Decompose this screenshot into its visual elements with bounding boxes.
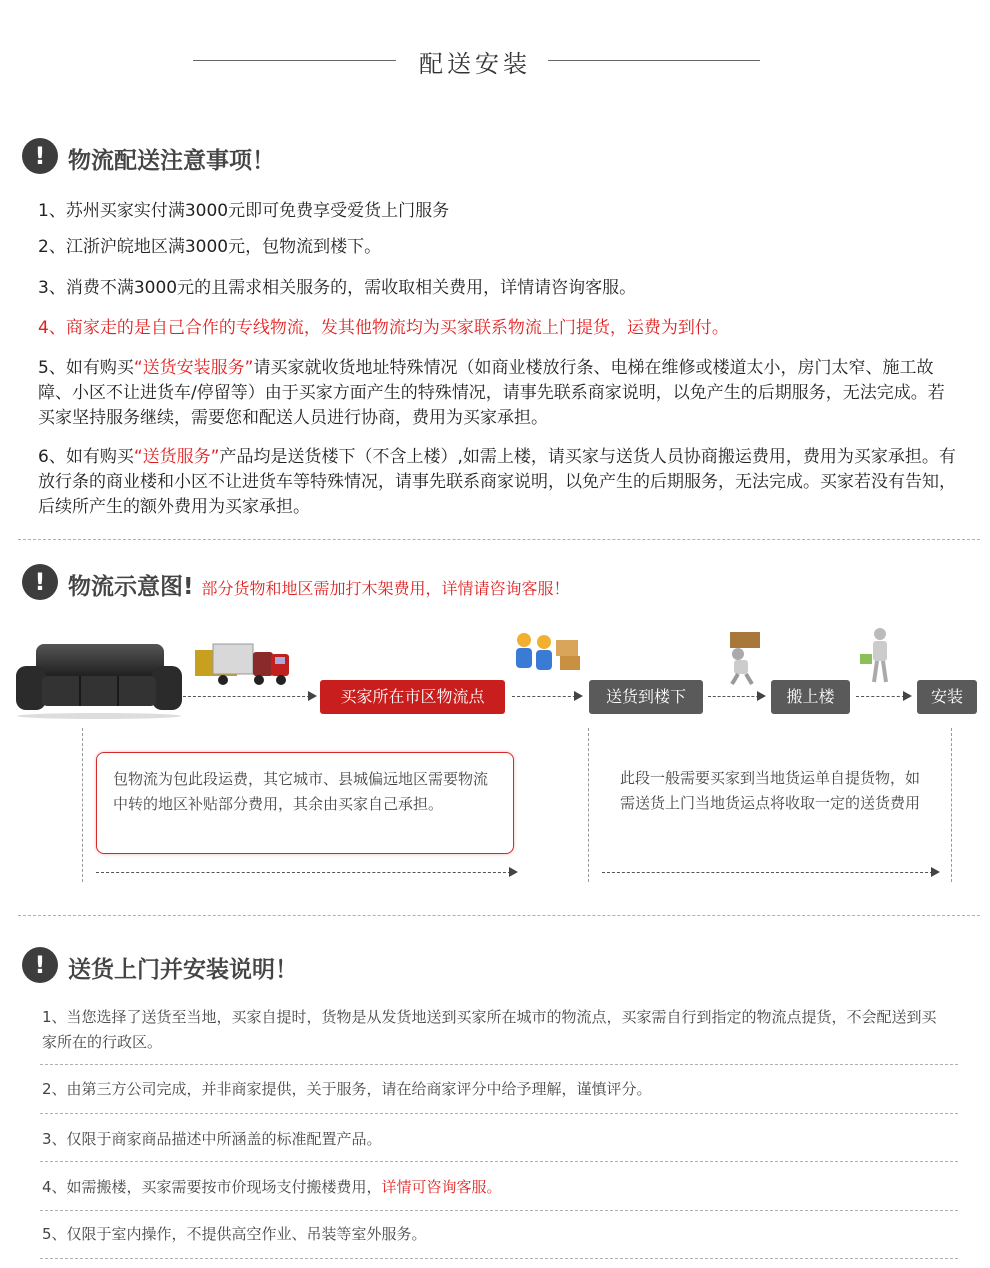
divider: [40, 1113, 958, 1114]
divider: [40, 1161, 958, 1162]
step-install: 安装: [917, 680, 977, 714]
guide-line: [588, 728, 589, 882]
flow-arrow: [183, 696, 315, 697]
header-line-left: [193, 60, 396, 61]
section2-title-text: 物流示意图!: [68, 574, 194, 600]
list-item: 2、由第三方公司完成，并非商家提供，关于服务，请在给商家评分中给予理解，谨慎评分。: [42, 1080, 652, 1098]
step-carry-upstairs: 搬上楼: [771, 680, 850, 714]
installer-icon: [860, 626, 900, 688]
item5-suffix: 请买家就收货地址特殊情况（如商业楼放行条、电梯在维修或楼道太小，房门太窄、施工故障、小区不让进货车/停留等）由于买家方面产生的特殊情况，请事先联系商家说明，以免产生的后期服务，无法完成。若买家坚持服务继续，需要您和配送人员进行协商，费用为买家承担。: [38, 358, 945, 428]
exclamation-icon: !: [22, 947, 58, 983]
item6-suffix: 产品均是送货楼下（不含上楼）,如需上楼，请买家与送货人员协商搬运费用，费用为买家承担。有放行条的商业楼和小区不让进货车等特殊情况，请事先联系商家说明，以免产生的后期服务，无法完成。买家若没有告知，后续所产生的额外费用为买家承担。: [38, 447, 956, 517]
guide-line: [82, 728, 83, 882]
list-item: 3、消费不满3000元的且需求相关服务的，需收取相关费用，详情请咨询客服。: [38, 278, 637, 298]
list-item-6: [38, 445, 958, 520]
list-item: 1、苏州买家实付满3000元即可免费享受爱货上门服务: [38, 201, 450, 221]
guide-line: [951, 728, 952, 882]
flow-arrow: [708, 696, 764, 697]
list-item-highlight: 4、商家走的是自己合作的专线物流，发其他物流均为买家联系物流上门提货，运费为到付。: [38, 318, 729, 338]
sofa-icon: [14, 640, 184, 720]
item6-highlight: “送货服务”: [133, 447, 220, 467]
section2-title: [68, 568, 570, 601]
page-title: 配送安装: [419, 50, 531, 78]
divider: [40, 1210, 958, 1211]
section2-note: 部分货物和地区需加打木架费用，详情请咨询客服！: [201, 579, 570, 598]
logistics-note-box: 包物流为包此段运费，其它城市、县城偏远地区需要物流中转的地区补贴部分费用，其余由买家自己承担。: [96, 752, 514, 854]
step-city-logistics: 买家所在市区物流点: [320, 680, 505, 714]
item5-prefix: 5、如有购买: [38, 358, 134, 378]
span-arrow: [602, 872, 938, 873]
carrier-icon: [716, 630, 774, 686]
section1-title: 物流配送注意事项！: [68, 148, 275, 174]
flow-arrow: [512, 696, 581, 697]
header-line-right: [548, 60, 760, 61]
flow-arrow: [856, 696, 910, 697]
exclamation-icon: !: [22, 138, 58, 174]
span-arrow: [96, 872, 516, 873]
divider: [18, 539, 980, 540]
list-item: 3、仅限于商家商品描述中所涵盖的标准配置产品。: [42, 1130, 382, 1148]
divider: [40, 1064, 958, 1065]
workers-icon: [510, 630, 582, 674]
item6-prefix: 6、如有购买: [38, 447, 134, 467]
item4-text: 4、如需搬楼，买家需要按市价现场支付搬楼费用，: [42, 1178, 382, 1196]
list-item: [42, 1175, 942, 1200]
list-item: 5、仅限于室内操作，不提供高空作业、吊装等室外服务。: [42, 1225, 427, 1243]
delivery-note: 此段一般需要买家到当地货运单自提货物，如需送货上门当地货运点将收取一定的送货费用: [620, 769, 921, 812]
list-item: 2、江浙沪皖地区满3000元，包物流到楼下。: [38, 237, 382, 257]
item4-highlight: 详情可咨询客服。: [381, 1178, 502, 1196]
step-deliver-downstairs: 送货到楼下: [589, 680, 703, 714]
exclamation-icon: !: [22, 564, 58, 600]
truck-icon: [193, 640, 293, 690]
list-item-5: [38, 356, 958, 431]
list-item: 1、当您选择了送货至当地，买家自提时，货物是从发货地送到买家所在城市的物流点，买家需自行到指定的物流点提货，不会配送到买家所在的行政区。: [42, 1008, 937, 1051]
divider: [40, 1258, 958, 1259]
divider: [18, 915, 980, 916]
item5-highlight: “送货安装服务”: [133, 358, 254, 378]
section3-title: 送货上门并安装说明！: [68, 957, 298, 983]
